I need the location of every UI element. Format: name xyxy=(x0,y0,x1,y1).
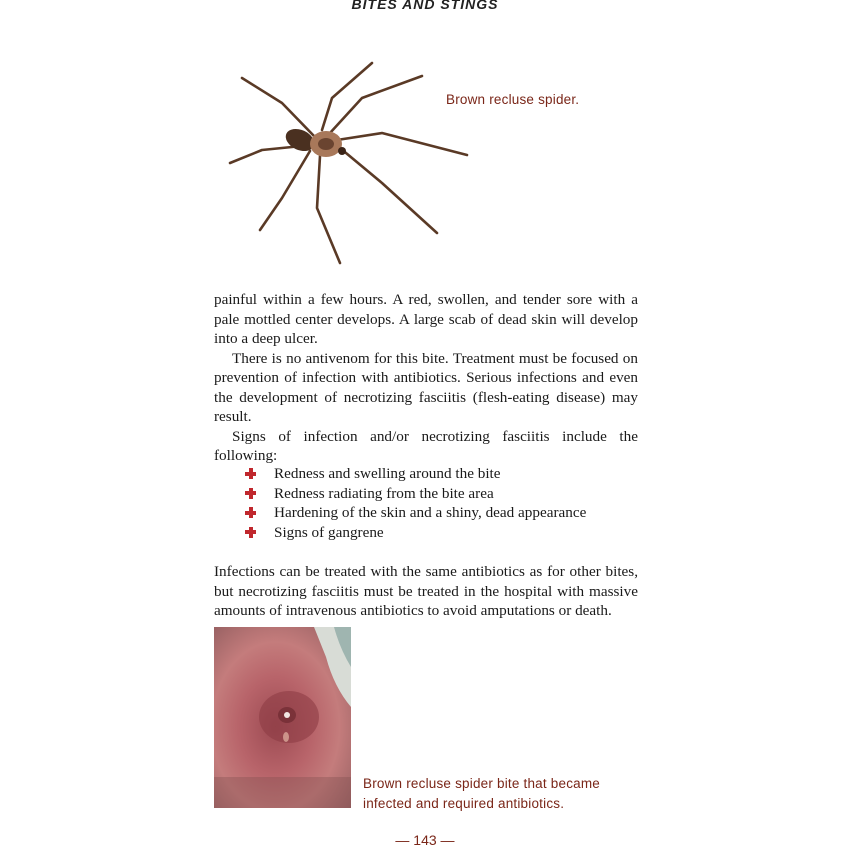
red-cross-bullet-icon xyxy=(245,468,256,479)
infected-bite-photo xyxy=(214,627,351,808)
bite-photo-caption xyxy=(363,774,600,814)
page-number: — 143 — xyxy=(395,832,455,848)
closing-paragraph-block xyxy=(214,562,638,621)
spider-caption: Brown recluse spider. xyxy=(446,92,580,107)
list-item: Signs of gangrene xyxy=(245,523,586,543)
symptom-list xyxy=(245,464,586,542)
paragraph-2: There is no antivenom for this bite. Treatment must be focused on prevention of infection with antibiotics. Serious infections and even the development of necrotizing fasciitis (flesh-eating disease) may result. xyxy=(214,349,638,425)
red-cross-bullet-icon xyxy=(245,527,256,538)
list-item: Redness radiating from the bite area xyxy=(245,484,586,504)
paragraph-1: painful within a few hours. A red, swollen, and tender sore with a pale mottled center develops. A large scab of dead skin will develop into a deep ulcer. xyxy=(214,291,638,347)
paragraph-3: Signs of infection and/or necrotizing fasciitis include the following: xyxy=(214,427,638,464)
list-item: Hardening of the skin and a shiny, dead appearance xyxy=(245,503,586,523)
red-cross-bullet-icon xyxy=(245,507,256,518)
running-header: BITES AND STINGS xyxy=(351,0,499,12)
brown-recluse-spider-image xyxy=(222,58,482,273)
red-cross-bullet-icon xyxy=(245,488,256,499)
list-item: Redness and swelling around the bite xyxy=(245,464,586,484)
caption-line-2: infected and required antibiotics. xyxy=(363,796,565,811)
paragraph-4: Infections can be treated with the same antibiotics as for other bites, but necrotizing fasciitis must be treated in the hospital with massive amounts of intravenous antibiotics to avoid amputations or death. xyxy=(214,563,638,619)
body-text-block xyxy=(214,290,638,466)
caption-line-1: Brown recluse spider bite that became xyxy=(363,776,601,791)
